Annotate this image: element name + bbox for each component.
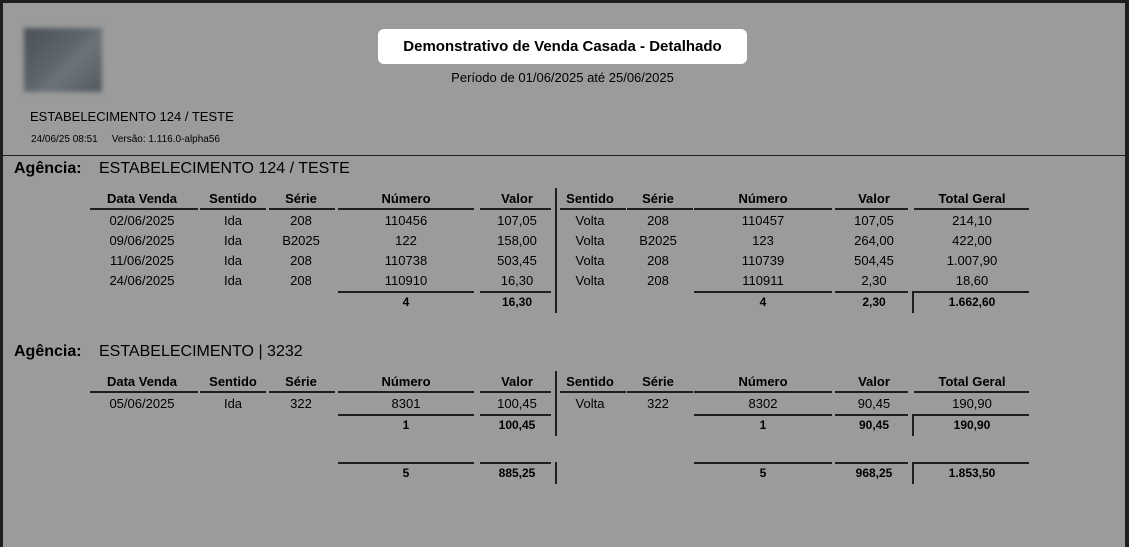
grand-total-count-ida: 5 bbox=[402, 466, 410, 480]
cell-sentido-ida: Ida bbox=[223, 213, 243, 228]
cell-sentido-volta: Volta bbox=[575, 396, 605, 411]
header-underline bbox=[694, 208, 832, 210]
grand-total-total-geral: 1.853,50 bbox=[948, 466, 996, 480]
cell-sentido-volta: Volta bbox=[575, 253, 605, 268]
agency-heading bbox=[14, 343, 303, 361]
col-header-valor-volta: Valor bbox=[858, 191, 890, 206]
subtotal-total-geral: 190,90 bbox=[953, 418, 991, 432]
cell-valor-ida: 503,45 bbox=[497, 253, 537, 268]
cell-numero-ida: 110910 bbox=[384, 273, 428, 288]
header-underline bbox=[694, 391, 832, 393]
col-header-numero-volta: Número bbox=[738, 374, 788, 389]
agency-name: ESTABELECIMENTO | 3232 bbox=[99, 343, 303, 360]
subtotal-valor-volta: 2,30 bbox=[862, 295, 886, 309]
cell-serie-ida: 208 bbox=[290, 253, 312, 268]
col-header-numero-volta: Número bbox=[738, 191, 788, 206]
cell-serie-ida: B2025 bbox=[282, 233, 320, 248]
cell-valor-volta: 264,00 bbox=[854, 233, 894, 248]
col-header-serie-volta: Série bbox=[642, 374, 674, 389]
cell-sentido-ida: Ida bbox=[223, 253, 243, 268]
subtotal-count-volta: 4 bbox=[759, 295, 767, 309]
subtotal-count-ida: 4 bbox=[402, 295, 410, 309]
cell-numero-volta: 110457 bbox=[741, 213, 785, 228]
cell-sentido-ida: Ida bbox=[223, 396, 243, 411]
col-header-total-geral: Total Geral bbox=[938, 374, 1006, 389]
cell-serie-volta: 208 bbox=[647, 273, 669, 288]
cell-serie-volta: B2025 bbox=[639, 233, 677, 248]
subtotal-total-geral: 1.662,60 bbox=[948, 295, 996, 309]
report-timestamp: 24/06/25 08:51 bbox=[31, 134, 98, 145]
col-header-total-geral: Total Geral bbox=[938, 191, 1006, 206]
cell-total-geral: 214,10 bbox=[952, 213, 992, 228]
col-header-data-venda: Data Venda bbox=[106, 191, 178, 206]
report-period: Período de 01/06/2025 até 25/06/2025 bbox=[451, 70, 674, 85]
cell-numero-volta: 110911 bbox=[742, 273, 784, 288]
cell-valor-ida: 158,00 bbox=[497, 233, 537, 248]
cell-numero-ida: 122 bbox=[395, 233, 417, 248]
cell-numero-ida: 110738 bbox=[384, 253, 428, 268]
frame-right bbox=[1125, 0, 1129, 547]
cell-numero-ida: 110456 bbox=[384, 213, 428, 228]
col-header-serie-ida: Série bbox=[285, 374, 317, 389]
cell-valor-volta: 90,45 bbox=[857, 396, 891, 411]
cell-numero-volta: 123 bbox=[752, 233, 774, 248]
header-underline bbox=[200, 391, 266, 393]
cell-valor-ida: 100,45 bbox=[497, 396, 537, 411]
header-underline bbox=[627, 208, 693, 210]
col-header-sentido-ida: Sentido bbox=[209, 374, 257, 389]
header-underline bbox=[914, 391, 1029, 393]
cell-valor-ida: 16,30 bbox=[500, 273, 534, 288]
grand-total-count-volta: 5 bbox=[759, 466, 767, 480]
cell-serie-ida: 322 bbox=[290, 396, 312, 411]
cell-data-venda: 05/06/2025 bbox=[109, 396, 175, 411]
report-title: Demonstrativo de Venda Casada - Detalhado bbox=[378, 29, 747, 64]
col-header-sentido-volta: Sentido bbox=[566, 374, 614, 389]
cell-numero-volta: 8302 bbox=[748, 396, 778, 411]
header-underline bbox=[835, 208, 908, 210]
agency-heading bbox=[14, 160, 350, 178]
header-underline bbox=[338, 391, 474, 393]
cell-serie-volta: 322 bbox=[647, 396, 669, 411]
subtotal-valor-volta: 90,45 bbox=[858, 418, 890, 432]
col-header-sentido-volta: Sentido bbox=[566, 191, 614, 206]
cell-sentido-volta: Volta bbox=[575, 213, 605, 228]
col-header-valor-ida: Valor bbox=[501, 191, 533, 206]
header-underline bbox=[560, 208, 626, 210]
subtotal-count-volta: 1 bbox=[759, 418, 767, 432]
header-underline bbox=[560, 391, 626, 393]
header-underline bbox=[90, 208, 198, 210]
agency-label: Agência: bbox=[14, 160, 82, 177]
cell-data-venda: 11/06/2025 bbox=[109, 253, 175, 268]
grand-total-separator bbox=[912, 462, 914, 484]
cell-valor-volta: 2,30 bbox=[861, 273, 887, 288]
cell-serie-ida: 208 bbox=[290, 213, 312, 228]
header-underline bbox=[200, 208, 266, 210]
cell-total-geral: 190,90 bbox=[952, 396, 992, 411]
agency-name: ESTABELECIMENTO 124 / TESTE bbox=[99, 160, 350, 177]
col-header-numero-ida: Número bbox=[381, 374, 431, 389]
cell-serie-volta: 208 bbox=[647, 213, 669, 228]
header-underline bbox=[480, 391, 551, 393]
cell-data-venda: 24/06/2025 bbox=[109, 273, 175, 288]
report-meta bbox=[31, 134, 220, 145]
cell-sentido-volta: Volta bbox=[575, 233, 605, 248]
total-separator bbox=[912, 414, 914, 436]
cell-total-geral: 1.007,90 bbox=[946, 253, 998, 268]
header-underline bbox=[914, 208, 1029, 210]
cell-data-venda: 02/06/2025 bbox=[109, 213, 175, 228]
report-version: Versão: 1.116.0-alpha56 bbox=[111, 134, 220, 145]
agency-label: Agência: bbox=[14, 343, 82, 360]
col-header-sentido-ida: Sentido bbox=[209, 191, 257, 206]
establishment-name: ESTABELECIMENTO 124 / TESTE bbox=[30, 109, 234, 124]
cell-valor-volta: 107,05 bbox=[854, 213, 894, 228]
cell-valor-ida: 107,05 bbox=[497, 213, 537, 228]
header-divider bbox=[3, 155, 1125, 156]
cell-total-geral: 422,00 bbox=[952, 233, 992, 248]
cell-data-venda: 09/06/2025 bbox=[109, 233, 175, 248]
subtotal-valor-ida: 16,30 bbox=[501, 295, 533, 309]
cell-numero-ida: 8301 bbox=[391, 396, 421, 411]
subtotal-count-ida: 1 bbox=[402, 418, 410, 432]
ida-volta-separator bbox=[555, 188, 557, 313]
total-separator bbox=[912, 291, 914, 313]
cell-total-geral: 18,60 bbox=[955, 273, 989, 288]
header-underline bbox=[269, 208, 335, 210]
header-underline bbox=[835, 391, 908, 393]
col-header-data-venda: Data Venda bbox=[106, 374, 178, 389]
cell-sentido-ida: Ida bbox=[223, 273, 243, 288]
cell-serie-volta: 208 bbox=[647, 253, 669, 268]
col-header-numero-ida: Número bbox=[381, 191, 431, 206]
frame-left bbox=[0, 0, 3, 547]
cell-serie-ida: 208 bbox=[290, 273, 312, 288]
grand-total-valor-ida: 885,25 bbox=[498, 466, 536, 480]
col-header-serie-ida: Série bbox=[285, 191, 317, 206]
cell-sentido-volta: Volta bbox=[575, 273, 605, 288]
col-header-serie-volta: Série bbox=[642, 191, 674, 206]
grand-total-separator bbox=[555, 462, 557, 484]
cell-numero-volta: 110739 bbox=[741, 253, 785, 268]
header-underline bbox=[338, 208, 474, 210]
header-underline bbox=[480, 208, 551, 210]
grand-total-valor-volta: 968,25 bbox=[855, 466, 893, 480]
ida-volta-separator bbox=[555, 371, 557, 436]
header-underline bbox=[269, 391, 335, 393]
header-underline bbox=[90, 391, 198, 393]
cell-sentido-ida: Ida bbox=[223, 233, 243, 248]
col-header-valor-volta: Valor bbox=[858, 374, 890, 389]
header-underline bbox=[627, 391, 693, 393]
col-header-valor-ida: Valor bbox=[501, 374, 533, 389]
cell-valor-volta: 504,45 bbox=[854, 253, 894, 268]
subtotal-valor-ida: 100,45 bbox=[498, 418, 536, 432]
company-logo bbox=[24, 28, 102, 92]
frame-top bbox=[0, 0, 1129, 3]
